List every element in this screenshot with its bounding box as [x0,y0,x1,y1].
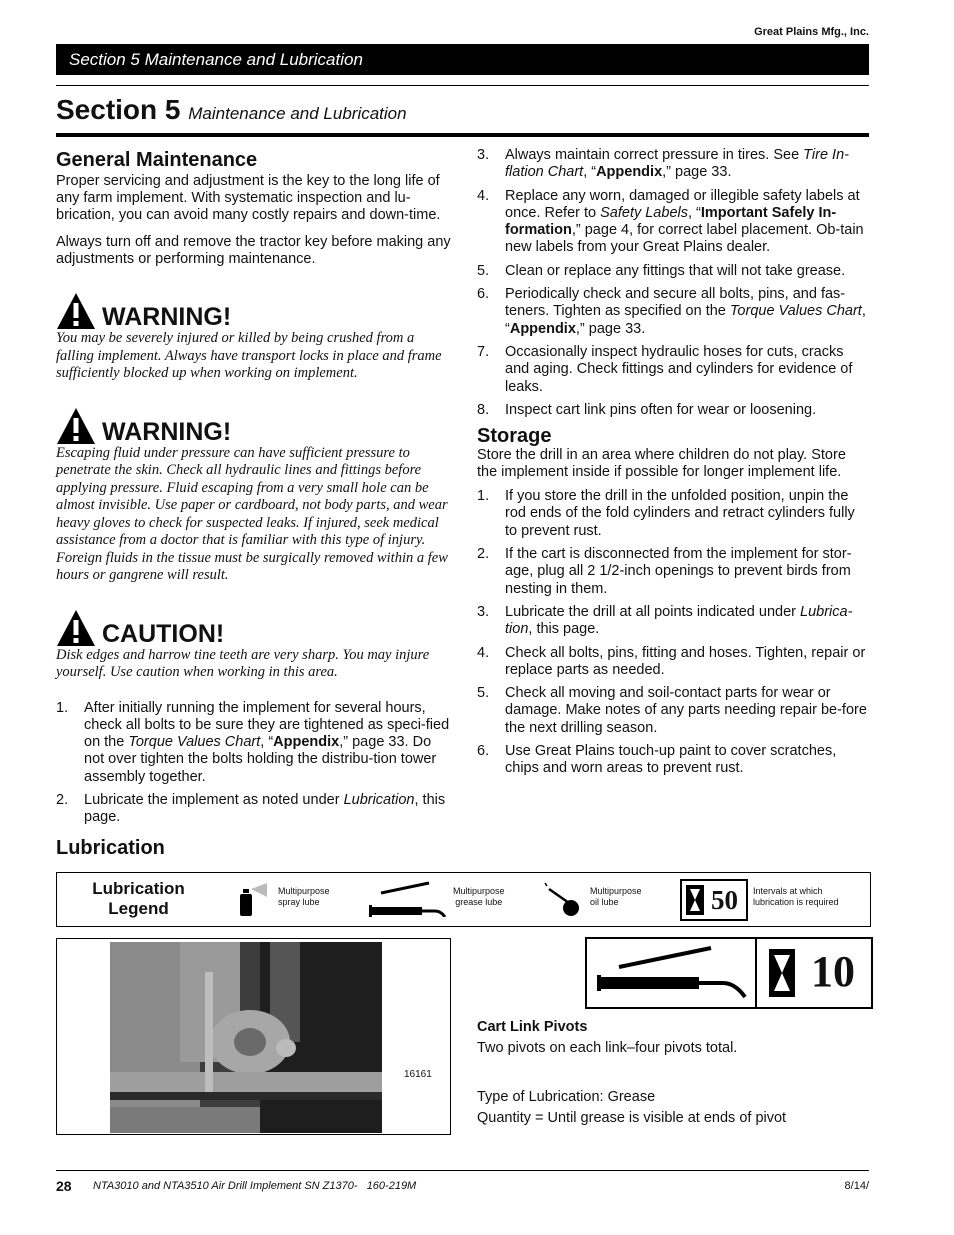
list-item: 4. Check all bolts, pins, fitting and hoses. Tighten, repair or replace parts as needed. [477,644,866,678]
general-maintenance-heading: General Maintenance [56,149,258,171]
caution-label: CAUTION! [102,619,225,648]
list-item: 6. Periodically check and secure all bolts, pins, and fas-teners. Tighten as specified on the Torque Values Chart, “Appendix,” page 33. [477,286,866,337]
list-item: 6. Use Great Plains touch-up paint to cover scratches, chips and worn areas to prevent rust. [477,743,837,777]
warning-label: WARNING! [102,303,232,331]
grease-gun-icon [595,945,750,1003]
lubrication-heading: Lubrication [56,837,165,859]
list-item: 5. Check all moving and soil-contact parts for wear or damage. Make notes of any parts needing repair be-fore the next drilling season. [477,685,867,736]
general-paragraph-1: Proper servicing and adjustment is the key to the long life of any farm implement. With systematic inspection and lu-brication, you can avoid many costly repairs and down-time. [56,173,441,223]
list-item: 1. After initially running the implement for several hours, check all bolts to be sure they are tightened as speci-fied on the Torque Values Chart, “Appendix,” page 33. Do not over tighten the bolts holding the distribu-tion tower assembly together. [56,699,450,785]
caution-text: Disk edges and harrow tine teeth are very sharp. You may injure yourself. Use caution when working in this area. [56,646,430,680]
warning-text: You may be severely injured or killed by being crushed from a falling implement. Always have transport locks in place and frame sufficiently blocked up when working on implement. [56,330,442,381]
warning-block-2 [56,405,451,585]
caution-triangle-icon [56,609,96,647]
list-item: 2. If the cart is disconnected from the implement for stor-age, plug all 2 1/2-inch openings to prevent birds from nesting in them. [477,546,852,597]
warning-triangle-icon [56,407,96,445]
interval-value: 50 [711,885,738,915]
lubrication-point-details [477,1019,870,1127]
footer-divider [56,1170,869,1171]
hourglass-icon [686,885,704,915]
warning-triangle-icon [56,292,96,330]
oil-can-icon [541,881,581,917]
right-column [477,147,870,784]
interval-badge [680,879,748,921]
lubrication-point-symbols [585,937,873,1009]
grease-lube-label: Multipurpose grease lube [453,886,505,907]
company-name: Great Plains Mfg., Inc. [754,26,869,38]
list-item: 1. If you store the drill in the unfolded position, unpin the rod ends of the fold cylinders and retract cylinders fully to prevent rust. [477,488,855,539]
divider [56,85,869,86]
spray-lube-label: Multipurpose spray lube [278,886,330,907]
legend-title: Lubrication Legend [92,879,185,918]
cart-link-photo-frame [56,938,451,1135]
grease-gun-icon [367,881,452,917]
spray-can-icon [237,881,269,917]
footer-date: 8/14/ [844,1180,869,1192]
cart-link-photo [110,942,382,1133]
maintenance-list-left [56,700,451,827]
symbol-divider [755,939,757,1007]
list-item: 3. Always maintain correct pressure in tires. See Tire In-flation Chart, “Appendix,” page 33. [477,147,849,181]
caution-block [56,607,451,682]
list-item: 8. Inspect cart link pins often for wear or loosening. [477,401,817,418]
section-number: Section 5 [56,94,181,125]
storage-list [477,488,870,777]
interval-label: Intervals at which lubrication is required [753,886,839,907]
page-number: 28 [56,1178,72,1194]
maintenance-list-right [477,147,870,419]
lubrication-point-title: Cart Link Pivots [477,1019,588,1035]
list-item: 3. Lubricate the drill at all points indicated under Lubrica-tion, this page. [477,603,853,638]
warning-block-1 [56,290,451,383]
section-header-bar [56,44,869,75]
lubrication-quantity: Quantity = Until grease is visible at ends of pivot [477,1110,787,1126]
list-item: 5. Clean or replace any fittings that will not take grease. [477,262,846,279]
hourglass-icon [769,949,795,997]
divider-thick [56,133,869,137]
warning-text: Escaping fluid under pressure can have sufficient pressure to penetrate the skin. Check all hydraulic lines and fittings before applying pressure. Fluid escaping from a very small hole can be almost invisible. Use paper or cardboard, not body parts, and wear heavy gloves to check for suspected leaks. If injured, seek medical assistance from a doctor that is familiar with this type of injury. Foreign fluids in the tissue must be surgically removed within a few hours or gangrene will result. [56,444,448,583]
oil-lube-label: Multipurpose oil lube [590,886,642,907]
general-paragraph-2: Always turn off and remove the tractor key before making any adjustments or performing maintenance. [56,234,451,267]
section-subtitle: Maintenance and Lubrication [188,104,407,123]
warning-label: WARNING! [102,417,232,446]
lubrication-legend [56,872,871,927]
list-item: 2. Lubricate the implement as noted under Lubrication, this page. [56,791,446,826]
footer-document-title: NTA3010 and NTA3510 Air Drill Implement SN Z1370- 160-219M [93,1180,417,1192]
cart-link-image [110,942,382,1133]
photo-reference-number: 16161 [404,1069,432,1080]
page-title [56,94,407,126]
lubrication-type: Type of Lubrication: Grease [477,1089,656,1105]
storage-intro: Store the drill in an area where children do not play. Store the implement inside if possible for longer implement life. [477,447,846,481]
list-item: 7. Occasionally inspect hydraulic hoses for cuts, cracks and aging. Check fittings and cylinders for evidence of leaks. [477,343,853,395]
interval-hours: 10 [811,947,855,996]
lubrication-point-description: Two pivots on each link–four pivots total. [477,1040,738,1056]
section-bar-title: Section 5 Maintenance and Lubrication [69,50,363,69]
list-item: 4. Replace any worn, damaged or illegible safety labels at once. Refer to Safety Labels, “Important Safely In-formation,” page 4, for correct label placement. Ob-tain new labels from your Great Plains dealer. [477,187,864,256]
storage-heading: Storage [477,425,552,448]
left-column [56,147,451,833]
